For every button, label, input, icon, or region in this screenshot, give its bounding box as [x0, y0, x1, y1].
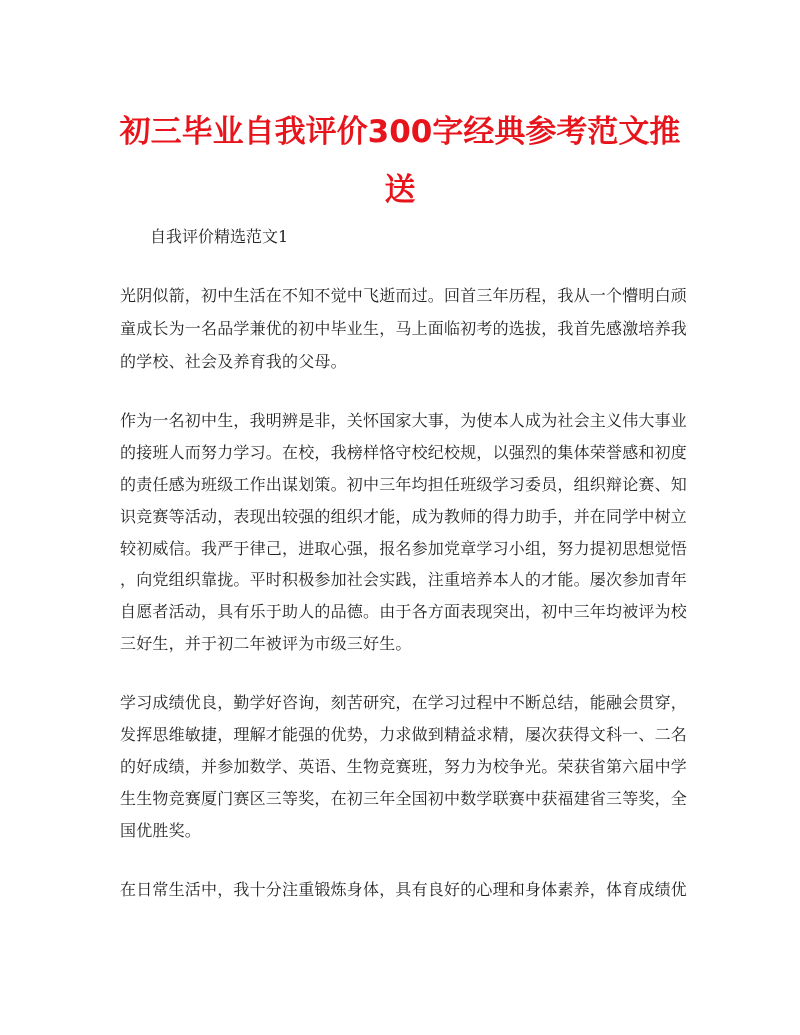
document-title-line-2: 送	[384, 172, 416, 208]
paragraph-3-line: 的好成绩，并参加数学、英语、生物竞赛班，努力为校争光。荣获省第六届中学	[120, 757, 688, 776]
paragraph-2-line: 的接班人而努力学习。在校，我榜样恪守校纪校规，以强烈的集体荣誉感和初度	[120, 443, 688, 462]
paragraph-2-line: 自愿者活动，具有乐于助人的品德。由于各方面表现突出，初中三年均被评为校	[120, 602, 688, 621]
document-subtitle: 自我评价精选范文1	[150, 227, 289, 246]
paragraph-4-line: 在日常生活中，我十分注重锻炼身体，具有良好的心理和身体素养，体育成绩优	[120, 880, 688, 899]
paragraph-1-line: 光阴似箭，初中生活在不知不觉中飞逝而过。回首三年历程，我从一个懵明白顽	[120, 286, 688, 305]
paragraph-2-line: 作为一名初中生，我明辨是非，关怀国家大事，为使本人成为社会主义伟大事业	[120, 411, 688, 430]
paragraph-1-line: 童成长为一名品学兼优的初中毕业生，马上面临初考的选拔，我首先感激培养我	[120, 319, 688, 338]
document-title-line-1: 初三毕业自我评价300字经典参考范文推	[119, 114, 681, 150]
paragraph-3-line: 学习成绩优良，勤学好咨询，刻苦研究，在学习过程中不断总结，能融会贯穿，	[120, 693, 688, 712]
paragraph-2-line: 三好生，并于初二年被评为市级三好生。	[120, 634, 412, 653]
paragraph-3-line: 发挥思维敏捷，理解才能强的优势，力求做到精益求精，屡次获得文科一、二名	[120, 725, 688, 744]
paragraph-1-line: 的学校、社会及养育我的父母。	[120, 352, 347, 371]
paragraph-2-line: 识竞赛等活动，表现出较强的组织才能，成为教师的得力助手，并在同学中树立	[120, 507, 688, 526]
paragraph-2-line: ，向党组织靠拢。平时积极参加社会实践，注重培养本人的才能。屡次参加青年	[120, 570, 688, 589]
paragraph-3-line: 生生物竞赛厦门赛区三等奖，在初三年全国初中数学联赛中获福建省三等奖，全	[120, 789, 688, 808]
paragraph-2-line: 较初威信。我严于律己，进取心强，报名参加党章学习小组，努力提初思想觉悟	[120, 539, 688, 558]
paragraph-2-line: 的责任感为班级工作出谋划策。初中三年均担任班级学习委员，组织辩论赛、知	[120, 475, 688, 494]
paragraph-3-line: 国优胜奖。	[120, 821, 202, 840]
